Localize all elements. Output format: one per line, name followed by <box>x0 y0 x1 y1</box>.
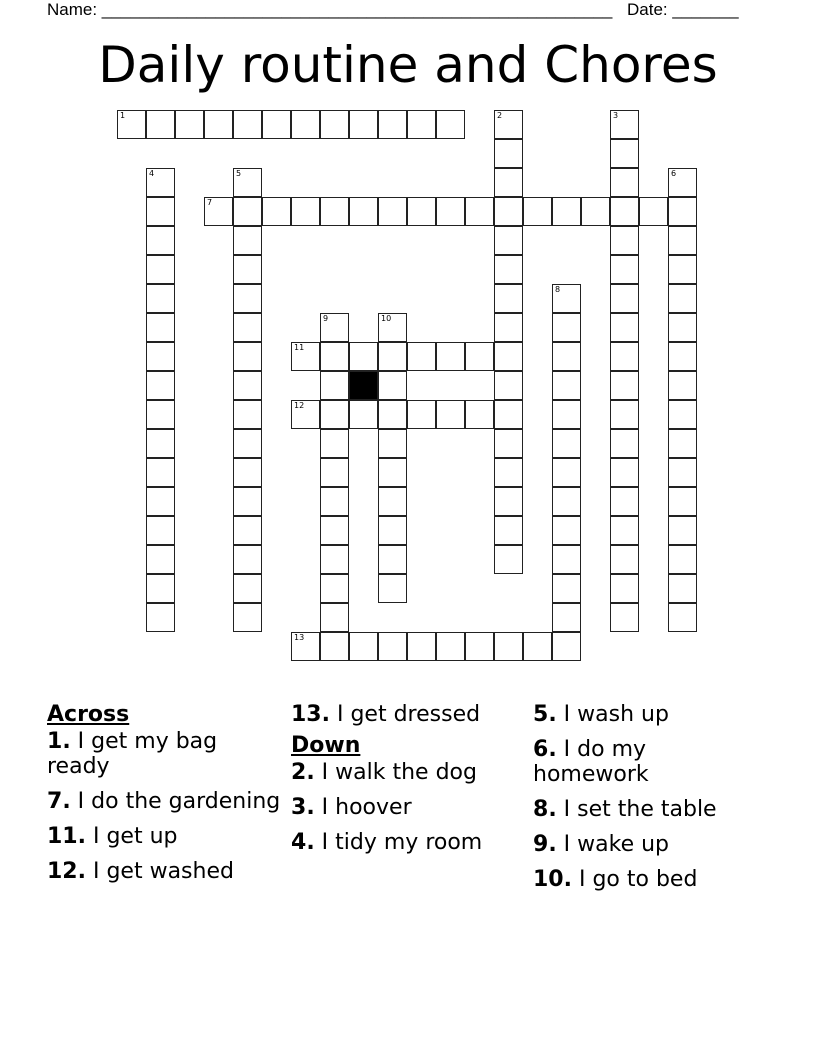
grid-cell[interactable] <box>378 110 407 139</box>
grid-cell[interactable] <box>552 342 581 371</box>
clue-number: 11 <box>294 343 305 352</box>
grid-cell[interactable] <box>668 458 697 487</box>
black-cell <box>349 371 378 400</box>
grid-cell[interactable] <box>146 168 175 197</box>
grid-cell[interactable] <box>233 487 262 516</box>
grid-cell[interactable] <box>494 313 523 342</box>
clue-number: 4 <box>149 169 155 178</box>
grid-cell[interactable] <box>349 197 378 226</box>
grid-cell[interactable] <box>291 110 320 139</box>
grid-cell[interactable] <box>552 487 581 516</box>
grid-cell[interactable] <box>233 516 262 545</box>
clue-number: 10 <box>381 314 392 323</box>
grid-cell[interactable] <box>378 429 407 458</box>
grid-cell[interactable] <box>552 284 581 313</box>
grid-cell[interactable] <box>465 197 494 226</box>
grid-cell[interactable] <box>552 400 581 429</box>
clue-number: 13 <box>294 633 305 642</box>
grid-cell[interactable] <box>494 516 523 545</box>
grid-cell[interactable] <box>494 545 523 574</box>
grid-cell[interactable] <box>233 313 262 342</box>
clue-down-4: 4. I tidy my room <box>291 830 483 855</box>
grid-cell[interactable] <box>320 313 349 342</box>
grid-cell[interactable] <box>378 632 407 661</box>
grid-cell[interactable] <box>378 400 407 429</box>
clue-down-8: 8. I set the table <box>533 797 717 822</box>
grid-cell[interactable] <box>668 284 697 313</box>
clue-across-11: 11. I get up <box>47 824 178 849</box>
grid-cell[interactable] <box>349 632 378 661</box>
grid-cell[interactable] <box>407 400 436 429</box>
name-line: ______________________________________________________ <box>101 0 613 19</box>
grid-cell[interactable] <box>668 342 697 371</box>
grid-cell[interactable] <box>494 487 523 516</box>
grid-cell[interactable] <box>494 168 523 197</box>
grid-cell[interactable] <box>320 603 349 632</box>
grid-cell[interactable] <box>552 574 581 603</box>
grid-cell[interactable] <box>610 110 639 139</box>
grid-cell[interactable] <box>610 516 639 545</box>
grid-cell[interactable] <box>233 545 262 574</box>
grid-cell[interactable] <box>668 226 697 255</box>
grid-cell[interactable] <box>378 545 407 574</box>
grid-cell[interactable] <box>610 342 639 371</box>
grid-cell[interactable] <box>668 371 697 400</box>
grid-cell[interactable] <box>610 545 639 574</box>
grid-cell[interactable] <box>320 516 349 545</box>
grid-cell[interactable] <box>349 400 378 429</box>
grid-cell[interactable] <box>233 110 262 139</box>
grid-cell[interactable] <box>233 371 262 400</box>
grid-cell[interactable] <box>610 371 639 400</box>
grid-cell[interactable] <box>146 458 175 487</box>
grid-cell[interactable] <box>552 545 581 574</box>
grid-cell[interactable] <box>610 574 639 603</box>
page-title: Daily routine and Chores <box>98 36 718 94</box>
grid-cell[interactable] <box>436 400 465 429</box>
grid-cell[interactable] <box>146 226 175 255</box>
clue-across-1: 1. I get my bag ready <box>47 729 218 779</box>
grid-cell[interactable] <box>552 516 581 545</box>
name-label: Name: <box>47 0 102 19</box>
grid-cell[interactable] <box>146 313 175 342</box>
grid-cell[interactable] <box>146 255 175 284</box>
grid-cell[interactable] <box>320 197 349 226</box>
grid-cell[interactable] <box>378 342 407 371</box>
grid-cell[interactable] <box>552 313 581 342</box>
clue-number: 9 <box>323 314 329 323</box>
clue-number: 1 <box>120 111 126 120</box>
grid-cell[interactable] <box>175 110 204 139</box>
grid-cell[interactable] <box>378 458 407 487</box>
clue-number: 8 <box>555 285 561 294</box>
grid-cell[interactable] <box>668 603 697 632</box>
grid-cell[interactable] <box>552 429 581 458</box>
grid-cell[interactable] <box>552 632 581 661</box>
grid-cell[interactable] <box>407 110 436 139</box>
grid-cell[interactable] <box>523 632 552 661</box>
grid-cell[interactable] <box>668 487 697 516</box>
grid-cell[interactable] <box>233 255 262 284</box>
grid-cell[interactable] <box>378 487 407 516</box>
clues-column-2 <box>291 702 526 865</box>
grid-cell[interactable] <box>378 197 407 226</box>
grid-cell[interactable] <box>233 603 262 632</box>
grid-cell[interactable] <box>523 197 552 226</box>
grid-cell[interactable] <box>233 284 262 313</box>
grid-cell[interactable] <box>552 371 581 400</box>
grid-cell[interactable] <box>146 110 175 139</box>
grid-cell[interactable] <box>349 110 378 139</box>
grid-cell[interactable] <box>407 197 436 226</box>
grid-cell[interactable] <box>494 110 523 139</box>
across-heading: Across <box>47 702 130 727</box>
grid-cell[interactable] <box>610 284 639 313</box>
grid-cell[interactable] <box>146 371 175 400</box>
clue-number: 3 <box>613 111 619 120</box>
grid-cell[interactable] <box>146 603 175 632</box>
grid-cell[interactable] <box>668 197 697 226</box>
grid-cell[interactable] <box>494 371 523 400</box>
grid-cell[interactable] <box>378 313 407 342</box>
clue-number: 12 <box>294 401 305 410</box>
grid-cell[interactable] <box>465 342 494 371</box>
grid-cell[interactable] <box>320 342 349 371</box>
clue-number: 7 <box>207 198 213 207</box>
grid-cell[interactable] <box>610 400 639 429</box>
grid-cell[interactable] <box>610 487 639 516</box>
grid-cell[interactable] <box>146 197 175 226</box>
grid-cell[interactable] <box>233 429 262 458</box>
grid-cell[interactable] <box>552 458 581 487</box>
grid-cell[interactable] <box>233 342 262 371</box>
grid-cell[interactable] <box>233 400 262 429</box>
grid-cell[interactable] <box>320 487 349 516</box>
grid-cell[interactable] <box>610 255 639 284</box>
grid-cell[interactable] <box>668 429 697 458</box>
grid-cell[interactable] <box>581 197 610 226</box>
grid-cell[interactable] <box>291 632 320 661</box>
name-field[interactable] <box>47 0 612 20</box>
grid-cell[interactable] <box>320 110 349 139</box>
grid-cell[interactable] <box>146 487 175 516</box>
grid-cell[interactable] <box>494 400 523 429</box>
grid-cell[interactable] <box>494 226 523 255</box>
grid-cell[interactable] <box>233 574 262 603</box>
clue-number: 5 <box>236 169 242 178</box>
grid-cell[interactable] <box>320 632 349 661</box>
clues-column-3 <box>533 702 768 902</box>
grid-cell[interactable] <box>378 516 407 545</box>
grid-cell[interactable] <box>494 458 523 487</box>
grid-cell[interactable] <box>146 545 175 574</box>
grid-cell[interactable] <box>146 400 175 429</box>
grid-cell[interactable] <box>146 342 175 371</box>
grid-cell[interactable] <box>233 197 262 226</box>
grid-cell[interactable] <box>146 429 175 458</box>
clues-column-1 <box>47 702 282 894</box>
grid-cell[interactable] <box>291 342 320 371</box>
grid-cell[interactable] <box>146 574 175 603</box>
clue-number: 2 <box>497 111 503 120</box>
grid-cell[interactable] <box>668 400 697 429</box>
grid-cell[interactable] <box>668 168 697 197</box>
grid-cell[interactable] <box>378 371 407 400</box>
clue-across-7: 7. I do the gardening <box>47 789 281 814</box>
grid-cell[interactable] <box>117 110 146 139</box>
grid-cell[interactable] <box>204 197 233 226</box>
grid-cell[interactable] <box>320 371 349 400</box>
grid-cell[interactable] <box>610 313 639 342</box>
grid-cell[interactable] <box>320 429 349 458</box>
grid-cell[interactable] <box>291 400 320 429</box>
date-field[interactable] <box>627 0 739 20</box>
grid-cell[interactable] <box>494 342 523 371</box>
grid-cell[interactable] <box>494 284 523 313</box>
grid-cell[interactable] <box>668 574 697 603</box>
clue-down-3: 3. I hoover <box>291 795 412 820</box>
grid-cell[interactable] <box>436 342 465 371</box>
grid-cell[interactable] <box>320 458 349 487</box>
grid-cell[interactable] <box>320 545 349 574</box>
clue-down-5: 5. I wash up <box>533 702 669 727</box>
grid-cell[interactable] <box>262 197 291 226</box>
grid-cell[interactable] <box>378 574 407 603</box>
grid-cell[interactable] <box>668 545 697 574</box>
grid-cell[interactable] <box>610 458 639 487</box>
grid-cell[interactable] <box>465 400 494 429</box>
date-line: _______ <box>672 0 739 19</box>
grid-cell[interactable] <box>436 110 465 139</box>
grid-cell[interactable] <box>436 197 465 226</box>
grid-cell[interactable] <box>494 255 523 284</box>
grid-cell[interactable] <box>262 110 291 139</box>
clue-down-10: 10. I go to bed <box>533 867 698 892</box>
grid-cell[interactable] <box>146 516 175 545</box>
grid-cell[interactable] <box>639 197 668 226</box>
down-heading: Down <box>291 733 361 758</box>
date-label: Date: <box>627 0 673 19</box>
grid-cell[interactable] <box>552 603 581 632</box>
grid-cell[interactable] <box>320 574 349 603</box>
grid-cell[interactable] <box>668 255 697 284</box>
grid-cell[interactable] <box>494 197 523 226</box>
grid-cell[interactable] <box>610 139 639 168</box>
clue-number: 6 <box>671 169 677 178</box>
grid-cell[interactable] <box>291 197 320 226</box>
grid-cell[interactable] <box>610 226 639 255</box>
grid-cell[interactable] <box>465 632 494 661</box>
grid-cell[interactable] <box>436 632 465 661</box>
grid-cell[interactable] <box>349 342 378 371</box>
grid-cell[interactable] <box>552 197 581 226</box>
grid-cell[interactable] <box>320 400 349 429</box>
grid-cell[interactable] <box>610 168 639 197</box>
grid-cell[interactable] <box>494 429 523 458</box>
grid-cell[interactable] <box>610 197 639 226</box>
grid-cell[interactable] <box>146 284 175 313</box>
clue-across-13: 13. I get dressed <box>291 702 481 727</box>
grid-cell[interactable] <box>610 429 639 458</box>
grid-cell[interactable] <box>233 458 262 487</box>
grid-cell[interactable] <box>610 603 639 632</box>
clue-across-12: 12. I get washed <box>47 859 234 884</box>
grid-cell[interactable] <box>233 168 262 197</box>
clue-down-2: 2. I walk the dog <box>291 760 477 785</box>
clue-down-9: 9. I wake up <box>533 832 670 857</box>
clue-down-6: 6. I do my homework <box>533 737 649 787</box>
grid-cell[interactable] <box>494 139 523 168</box>
grid-cell[interactable] <box>233 226 262 255</box>
grid-cell[interactable] <box>668 313 697 342</box>
grid-cell[interactable] <box>407 632 436 661</box>
grid-cell[interactable] <box>407 342 436 371</box>
grid-cell[interactable] <box>668 516 697 545</box>
grid-cell[interactable] <box>204 110 233 139</box>
grid-cell[interactable] <box>494 632 523 661</box>
